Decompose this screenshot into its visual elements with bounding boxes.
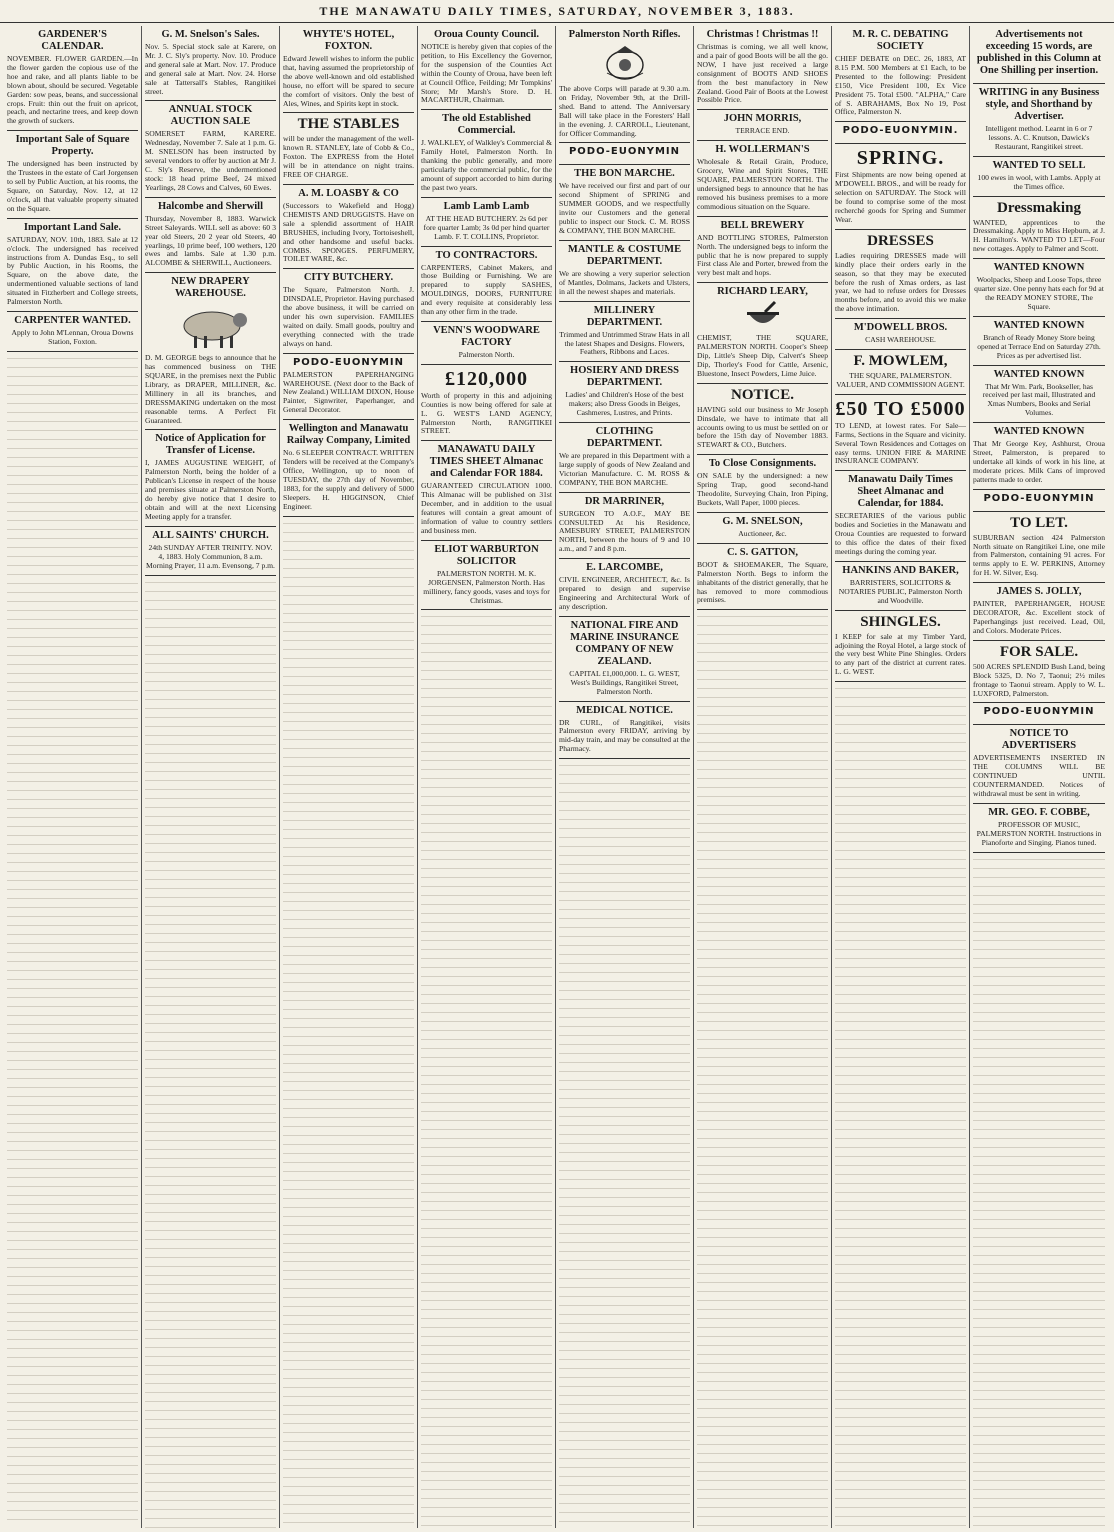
- column-3: [280, 26, 418, 1528]
- ad-body: AND BOTTLING STORES, Palmerston North. The undersigned begs to inform the public that he is now prepared to supply First class Ale and Porter, brewed from the very best malt and hops.: [697, 232, 828, 278]
- ad-body: SOMERSET FARM, KARERE. Wednesday, November 7. Sale at 1 p.m. G. M. SNELSON has been instructed by several vendors to offer by auction at Mr J. C. Sly's Reserve, the undermentioned stock: 18 head prime Beef, 24 mixed Yearlings, 28 Cows and Calves, 60 Ewes.: [145, 129, 276, 192]
- ad-title: CLOTHING DEPARTMENT.: [586, 426, 663, 450]
- advertisement: [973, 725, 1105, 804]
- ad-title: The old Established Commercial.: [442, 113, 531, 137]
- ad-title: Christmas ! Christmas !!: [706, 29, 819, 40]
- advertisement: [973, 512, 1105, 584]
- advertisement: [283, 113, 414, 185]
- ad-title: WANTED TO SELL: [992, 159, 1086, 171]
- ad-title: NOTICE TO ADVERTISERS: [1001, 728, 1077, 752]
- advertisement: [145, 101, 276, 197]
- ad-title: WANTED KNOWN: [993, 368, 1085, 380]
- ad-body: HAVING sold our business to Mr Joseph Dinsdale, we have to intimate that all accounts owing to us must be settled on or before the 15th day of November 1883. STEWART & CO., Butchers.: [697, 404, 828, 450]
- advertisement: [697, 283, 828, 384]
- ad-title: ANNUAL STOCK AUCTION SALE: [168, 104, 253, 128]
- advertisement: [697, 217, 828, 284]
- advertisement: [145, 430, 276, 526]
- column-1: [4, 26, 142, 1528]
- ad-body: Worth of property in this and adjoining Counties is now being offered for sale at L. G. WEST'S LAND AGENCY, Palmerston North, RANGITIKEI STREET.: [421, 390, 552, 436]
- advertisement: [283, 26, 414, 113]
- advertisement: [697, 513, 828, 544]
- ad-title: WANTED KNOWN: [993, 262, 1085, 274]
- ad-title: JOHN MORRIS,: [723, 113, 802, 125]
- ad-title: DRESSES: [867, 232, 934, 249]
- advertisement: [421, 541, 552, 611]
- ad-body: Intelligent method. Learnt in 6 or 7 lessons. A. C. Knutson, Dawick's Restaurant, Rangitikei street.: [985, 124, 1093, 151]
- ad-title: HANKINS AND BAKER,: [842, 564, 959, 576]
- ad-body: GUARANTEED CIRCULATION 1000. This Almanac will be published on 31st December, and in addition to the usual features will contain a great amount of information of value to country settlers and business men.: [421, 481, 552, 535]
- ad-body: AT THE HEAD BUTCHERY. 2s 6d per fore quarter Lamb; 3s 0d per hind quarter Lamb. F. T. COLLINS, Proprietor.: [423, 213, 550, 241]
- ad-body: NOVEMBER. FLOWER GARDEN.—In the flower garden the copious use of the hoe and rake, and all plants liable to be blown about, should be secured. Vegetable Garden: sow peas, beans, and successional crops. Fruit: thin out the fruit on apricot, peach, and nectarine trees, and keep down the growth of suckers.: [7, 54, 138, 126]
- ad-title: E. LARCOMBE,: [586, 562, 663, 574]
- advertisement: [421, 26, 552, 110]
- advertisement: [283, 420, 414, 516]
- advertisement: [559, 423, 690, 493]
- ad-title: Lamb Lamb Lamb: [443, 200, 530, 212]
- advertisement: [697, 384, 828, 456]
- ad-body: The Square, Palmerston North. J. DINSDALE, Proprietor. Having purchased the above business, it will be carried on under his own supervision. FAMILIES waited on daily. Small goods, poultry and everything connected with the trade always on hand.: [283, 285, 414, 348]
- ad-body: Edward Jewell wishes to inform the public that, having assumed the proprietorship of the above well-known and old established house, no effort will be spared to secure the comfort of visitors. Only the best of Ales, Wines, and Spirits kept in stock.: [283, 54, 414, 108]
- ad-body: The undersigned has been instructed by the Trustees in the estate of Carl Jorgensen to sell by Public Auction, at his rooms, the Square, on Saturday, Nov. 12, at 12 o'clock, all that valuable property situated on the Square.: [7, 159, 138, 213]
- ad-title: CITY BUTCHERY.: [303, 272, 394, 284]
- newsprint-texture: [421, 610, 552, 1528]
- ad-title: Important Sale of Square Property.: [15, 134, 130, 158]
- advertisement: [145, 26, 276, 101]
- column-5: [556, 26, 694, 1528]
- ad-title: FOR SALE.: [999, 643, 1079, 660]
- ad-title: RICHARD LEARY,: [717, 286, 808, 298]
- ad-body: WANTED, apprentices to the Dressmaking. Apply to Miss Hepburn, at J. H. Hamilton's. WANTED TO LET—Four new cottages. Apply to Palmer and Scott.: [973, 217, 1105, 254]
- ad-title: CARPENTER WANTED.: [14, 314, 131, 326]
- ad-body: NOTICE is hereby given that copies of the petition, to His Excellency the Governor, for the suspension of the Counties Act within the County of Oroua, have been left at Council Office, Feilding; Mr Tompkins' Store; Mr Marsh's Store. D. H. MACARTHUR, Chairman.: [421, 42, 552, 105]
- ad-title: JAMES S. JOLLY,: [996, 586, 1082, 598]
- ad-body: CHEMIST, THE SQUARE, PALMERSTON NORTH. Cooper's Sheep Dip, Little's Sheep Dip, Calvert's Sheep Dip, Thorley's Food for Cattle, Arsenic, Bluestone, Insect Powders, Lime Juice.: [697, 333, 828, 378]
- ad-body: TERRACE END.: [735, 126, 790, 136]
- ad-title: £120,000: [445, 367, 528, 390]
- ad-title: WANTED KNOWN: [993, 319, 1085, 331]
- ad-title: £50 TO £5000: [835, 397, 966, 420]
- ad-body: We have received our first and part of our second Shipment of SPRING and SUMMER GOODS, and we respectfully invite our Customers and the general public to inspect our Stock. C. M. ROSS & COMPANY, THE BON MARCHE.: [559, 181, 690, 235]
- advertisement: [283, 269, 414, 353]
- ad-title: SHINGLES.: [860, 613, 941, 630]
- advertisement: [7, 219, 138, 312]
- newsprint-texture: [7, 352, 138, 1528]
- ad-title: G. M. Snelson's Sales.: [161, 29, 260, 40]
- advertisement: [145, 273, 276, 430]
- advertisement: [835, 319, 966, 350]
- ad-body: DR CURL, of Rangitikei, visits Palmerston every FRIDAY, arriving by mid-day train, and may be consulted at the Pharmacy.: [559, 717, 690, 754]
- sheep-icon: [166, 302, 256, 352]
- ad-body: THE SQUARE, PALMERSTON. VALUER, AND COMMISSION AGENT.: [836, 371, 965, 389]
- ad-title: Manawatu Daily Times Sheet Almanac and Calendar, for 1884.: [848, 474, 953, 510]
- advertisement: [835, 395, 966, 472]
- ad-body: That Mr Wm. Park, Bookseller, has received per last mail, Illustrated and Xmas Numbers, Books and Serial Volumes.: [982, 381, 1096, 418]
- advertisement: [835, 230, 966, 319]
- ad-body: Christmas is coming, we all well know, and a pair of good Boots will be all the go. NOW, I have just received a large consignment of BOOTS AND SHOES from the best manufactory in New Zealand. Good Pair of Boots at the Lowest Possible Price.: [697, 42, 828, 105]
- ad-body: D. M. GEORGE begs to announce that he has commenced business on THE SQUARE, in the premises next the Public Library, as DRAPER, MILLINER, &c. Millinery in all its branches, and DRESSMAKING undertaken on the most reasonable terms. A Perfect Fit Guaranteed.: [145, 353, 276, 425]
- ad-body: I, JAMES AUGUSTINE WEIGHT, of Palmerston North, being the holder of a Publican's License in respect of the house and premises situate at Palmerston North, do hereby give notice that I desire to obtain and will at the next Licensing Meeting apply for a transfer.: [145, 458, 276, 521]
- ad-title: WANTED KNOWN: [993, 426, 1085, 438]
- ad-body: No. 6 SLEEPER CONTRACT. WRITTEN Tenders will be received at the Company's Office, Wellington, up to noon of TUESDAY, the 27th day of November, 1883, for the supply and delivery of 5000 Sleepers. H. HIGGINSON, Chief Engineer.: [283, 448, 414, 511]
- advertisement: [973, 490, 1105, 512]
- advertisement: [421, 247, 552, 322]
- advertisement: [145, 198, 276, 273]
- ad-title: MR. GEO. F. COBBE,: [988, 806, 1090, 818]
- ad-title: NEW DRAPERY WAREHOUSE.: [171, 276, 250, 300]
- advertisement: [973, 641, 1105, 704]
- advertisement: [559, 617, 690, 702]
- column-4: [418, 26, 556, 1528]
- ad-body: I KEEP for sale at my Timber Yard, adjoining the Royal Hotel, a large stock of the very best White Pine Shingles. Orders to any part of the district at current rates. L. G. WEST.: [835, 631, 966, 677]
- column-8: [970, 26, 1108, 1528]
- advertisement: [973, 157, 1105, 197]
- newsprint-texture: [283, 517, 414, 1528]
- ad-body: We are prepared in this Department with a large supply of goods of New Zealand and Victorian Manufacture. C. M. ROSS & COMPANY, THE BON MARCHE.: [559, 451, 690, 487]
- newsprint-texture: [697, 610, 828, 1528]
- ad-body: SURGEON TO A.O.F., MAY BE CONSULTED At his Residence, AMESBURY STREET, PALMERSTON NORTH, between the hours of 9 and 10 a.m., and 7 and 8 p.m.: [559, 508, 690, 554]
- advertisement: [697, 26, 828, 110]
- advertisement: [973, 259, 1105, 317]
- ad-title: Important Land Sale.: [23, 221, 122, 233]
- advertisement: [559, 559, 690, 617]
- advertisement: [697, 544, 828, 611]
- ad-body: Woolpacks, Sheep and Loose Tops, three quarter size. One penny hats each for 9d at the READY MONEY STORE, The Square.: [974, 275, 1104, 311]
- advertisement: [145, 527, 276, 576]
- advertisement: [421, 365, 552, 442]
- column-6: [694, 26, 832, 1528]
- columns-container: [4, 26, 1110, 1528]
- advertisement: [973, 366, 1105, 424]
- ad-title: A. M. LOASBY & CO: [298, 187, 399, 199]
- ad-title: Dressmaking: [997, 199, 1081, 216]
- ad-title: PODO-EUONYMIN.: [842, 125, 959, 137]
- advertisement: [559, 362, 690, 423]
- advertisement: [835, 611, 966, 683]
- ad-body: BOOT & SHOEMAKER, The Square, Palmerston North. Begs to inform the inhabitants of the district generally, that he has removed to more commodious premises.: [697, 559, 828, 605]
- mortar-pestle-icon: [743, 300, 783, 332]
- ad-title: Wellington and Manawatu Railway Company, Limited: [286, 423, 411, 447]
- ad-title: THE STABLES: [297, 116, 400, 133]
- ad-title: Oroua County Council.: [433, 29, 540, 40]
- ad-title: Halcombe and Sherwill: [157, 200, 263, 212]
- ad-title: ELIOT WARBURTON SOLICITOR: [434, 543, 539, 567]
- ad-title: THE BON MARCHE.: [574, 168, 675, 180]
- ad-title: SPRING.: [856, 147, 945, 170]
- ad-title: BELL BREWERY: [720, 219, 805, 231]
- ad-body: J. WALKLEY, of Walkley's Commercial & Family Hotel, Palmerston North. In thanking the public generally, and more particularly the commercial public, for the amount of support accorded to him during the past two years.: [421, 138, 552, 192]
- advertisement: [973, 26, 1105, 84]
- advertisement: [7, 131, 138, 218]
- ad-title: F. MOWLEM,: [853, 353, 948, 370]
- advertisement: [7, 26, 138, 131]
- ad-title: NATIONAL FIRE AND MARINE INSURANCE COMPANY OF NEW ZEALAND.: [570, 619, 679, 667]
- ad-body: SECRETARIES of the various public bodies and Societies in the Manawatu and Oroua Counties are requested to forward to this office the dates of their fixed meetings during the coming year.: [835, 511, 966, 556]
- advertisement: [559, 143, 690, 165]
- ad-body: That Mr George Key, Ashhurst, Oroua Street, Palmerston, is prepared to undertake all kinds of work in his line, at moderate prices. Milk Cans of improved patterns made to order.: [973, 439, 1105, 484]
- advertisement: [973, 317, 1105, 366]
- ad-title: DR MARRINER,: [584, 495, 665, 507]
- newsprint-texture: [835, 682, 966, 1528]
- ad-body: Wholesale & Retail Grain, Produce, Grocery, Wine and Spirit Stores, THE SQUARE, PALMERSTON NORTH. The undersigned begs to announce that he has removed his business premises to a more commodious situation on the Square.: [697, 157, 828, 211]
- ad-body: ADVERTISEMENTS INSERTED IN THE COLUMNS WILL BE CONTINUED UNTIL COUNTERMANDED. Notices of withdrawal must be sent in writing.: [973, 753, 1105, 799]
- ad-body: Thursday, November 8, 1883. Warwick Street Saleyards. WILL sell as above: 60 3 year old Steers, 20 2 year old Steers, 40 yearlings, 10 prime beef, 100 wethers, 120 ewes and lambs. Sale at 1.30 p.m. ALCOMBE & SHERWILL, Auctioneers.: [145, 213, 276, 268]
- ad-body: We are showing a very superior selection of Mantles, Dolmans, Jackets and Ulsters, in all the newest shapes and materials.: [559, 268, 690, 296]
- ad-title: PODO-EUONYMIN: [983, 492, 1095, 504]
- ad-body: CARPENTERS, Cabinet Makers, and those Building or Furnishing. We are prepared to supply SASHES, MOULDINGS, DOORS, FURNITURE and every requisite at considerably less than any other firm in the trade.: [421, 262, 552, 317]
- column-2: [142, 26, 280, 1528]
- ad-title: TO CONTRACTORS.: [435, 249, 538, 261]
- advertisement: [559, 702, 690, 760]
- ad-title: MILLINERY DEPARTMENT.: [586, 304, 663, 328]
- ad-body: Ladies requiring DRESSES made will kindly place their orders early in the season, so that they may be executed before the rush of Xmas orders, as last year, we had to refuse orders for Dresses months before, and to avoid this we make the above intimation.: [835, 250, 966, 314]
- advertisement: [697, 110, 828, 141]
- ad-title: WRITING in any Business style, and Shorthand by Advertiser.: [978, 87, 1100, 122]
- ad-body: will be under the management of the well-known R. STANLEY, late of Cobb & Co., Foxton. The EXPRESS from the Hotel will be in attendance on night trains. FREE OF CHARGE.: [283, 134, 414, 180]
- ad-title: MANTLE & COSTUME DEPARTMENT.: [567, 243, 682, 267]
- ad-body: SATURDAY, NOV. 10th, 1883. Sale at 12 o'clock. The undersigned has received instructions from A. Dundas Esq., to sell by Public Auction, in his Rooms, the Square, on the above date, the undermentioned valuable sections of land situated in Fitzherbert and College streets, Palmerston North.: [7, 234, 138, 307]
- ad-title: GARDENER'S CALENDAR.: [38, 29, 107, 52]
- advertisement: [973, 703, 1105, 725]
- ad-body: Nov. 5. Special stock sale at Karere, on Mr. J. C. Sly's property. Nov. 10. Produce and general sale at Mart. Nov. 17. Produce and general sale at Mart. Nov. 24. Horse sale at Tattersall's Stables, Rangitikei street.: [145, 42, 276, 96]
- ad-body: 24th SUNDAY AFTER TRINITY. NOV. 4, 1883. Holy Communion, 8 a.m. Morning Prayer, 11 a.m. Evensong, 7 p.m.: [146, 542, 275, 570]
- advertisement: [283, 185, 414, 269]
- ad-body: SUBURBAN section 424 Palmerston North situate on Rangitikei Line, one mile from Palmerston, containing 91 acres. For terms apply to E. W. PERKINS, Attorney for H. W. Silver, Esq.: [973, 532, 1105, 578]
- advertisement: [559, 241, 690, 302]
- ad-body: PAINTER, PAPERHANGER, HOUSE DECORATOR, &c. Excellent stock of Paperhangings just received. Lead, Oil, and Colors. Moderate Prices.: [973, 599, 1105, 635]
- ad-body: PALMERSTON NORTH. M. K. JORGENSEN, Palmerston North. Has millinery, fancy goods, vases and toys for Christmas.: [423, 568, 550, 605]
- ad-title: PODO-EUONYMIN: [983, 706, 1095, 718]
- ad-body: PROFESSOR OF MUSIC, PALMERSTON NORTH. Instructions in Pianoforte and Singing. Pianos tuned.: [976, 819, 1102, 847]
- ad-title: Notice of Application for Transfer of License.: [155, 433, 266, 457]
- ad-body: PALMERSTON PAPERHANGING WAREHOUSE. (Next door to the Back of New Zealand.) WILLIAM DIXON, House Painter, Signwriter, Paperhanger, and General Decorator.: [283, 369, 414, 415]
- advertisement: [559, 26, 690, 143]
- advertisement: [559, 493, 690, 560]
- ad-title: M'DOWELL BROS.: [853, 322, 948, 334]
- ad-title: NOTICE.: [731, 386, 794, 403]
- ad-body: Palmerston North.: [458, 349, 515, 359]
- ad-body: CIVIL ENGINEER, ARCHITECT, &c. Is prepared to design and supervise Engineering and Architectural Work of any description.: [559, 575, 690, 611]
- advertisement: [421, 441, 552, 540]
- newsprint-texture: [973, 853, 1105, 1528]
- ad-body: First Shipments are now being opened at M'DOWELL BROS., and will be ready for selection on SATURDAY. The Stock will be found to comprise some of the most recherché goods for Spring and Summer Wear.: [835, 170, 966, 224]
- advertisement: [973, 84, 1105, 157]
- advertisement: [421, 322, 552, 365]
- ad-body: BARRISTERS, SOLICITORS & NOTARIES PUBLIC, Palmerston North and Woodville.: [838, 577, 963, 605]
- ad-body: Branch of Ready Money Store being opened at Terrace End on Saturday 27th. Prices as per advertised list.: [977, 332, 1101, 360]
- advertisement: [559, 302, 690, 363]
- advertisement: [559, 165, 690, 240]
- royal-crest-icon: [595, 43, 655, 83]
- ad-title: Advertisements not exceeding 15 words, are published in this Column at One Shilling per insertion.: [976, 29, 1102, 76]
- ad-body: 100 ewes in wool, with Lambs. Apply at the Times office.: [977, 172, 1101, 191]
- ad-title: Palmerston North Rifles.: [568, 29, 681, 40]
- advertisement: [283, 354, 414, 421]
- advertisement: [835, 562, 966, 611]
- ad-title: PODO-EUONYMIN: [568, 146, 681, 158]
- advertisement: [835, 144, 966, 229]
- advertisement: [421, 198, 552, 247]
- newsprint-texture: [145, 576, 276, 1528]
- ad-title: MANAWATU DAILY TIMES SHEET Almanac and Calendar FOR 1884.: [429, 444, 544, 480]
- ad-title: TO LET.: [1010, 514, 1068, 531]
- ad-body: CAPITAL £1,000,000. L. G. WEST, West's Buildings, Rangitikei Street, Palmerston North.: [569, 668, 680, 696]
- ad-title: PODO-EUONYMIN: [292, 356, 405, 368]
- advertisement: [835, 26, 966, 122]
- ad-body: Auctioneer, &c.: [738, 528, 787, 538]
- ad-title: MEDICAL NOTICE.: [576, 704, 673, 716]
- advertisement: [835, 471, 966, 562]
- advertisement: [973, 423, 1105, 490]
- ad-title: G. M. SNELSON,: [722, 515, 803, 527]
- advertisement: [7, 312, 138, 352]
- advertisement: [697, 455, 828, 513]
- ad-title: H. WOLLERMAN'S: [715, 144, 810, 156]
- ad-body: Ladies' and Children's Hose of the best makers; also Dress Goods in Beiges, Cashmeres, Lustres, and Prints.: [565, 390, 684, 418]
- ad-title: ALL SAINTS' CHURCH.: [152, 529, 269, 541]
- ad-body: The above Corps will parade at 9.30 a.m. on Friday, November 9th, at the Drill-shed. Band to attend. The Anniversary Ball will take place in the Foresters' Hall in the evening. J. CARROLL, Lieutenant, for Officer Commanding.: [559, 84, 690, 138]
- ad-title: M. R. C. DEBATING SOCIETY: [852, 29, 949, 52]
- ad-title: To Close Consignments.: [708, 458, 817, 470]
- advertisement: [421, 110, 552, 197]
- column-7: [832, 26, 970, 1528]
- ad-body: ON SALE by the undersigned: a new Spring Trap, good second-hand Theodolite, Surveying Chain, Iron Piping, Buckets, Wall Paper, 1000 pieces.: [697, 471, 828, 507]
- advertisement: [835, 122, 966, 144]
- advertisement: [973, 583, 1105, 641]
- advertisement: [697, 141, 828, 216]
- ad-body: 500 ACRES SPLENDID Bush Land, being Block 5325, D. No 7, Taonui; 2½ miles frontage to Taonui stream. Apply to W. L. LUXFORD, Palmerston.: [973, 661, 1105, 698]
- newsprint-texture: [559, 759, 690, 1528]
- ad-body: Trimmed and Untrimmed Straw Hats in all the latest Shapes and Designs. Flowers, Feathers, Ribbons and Laces.: [559, 329, 690, 357]
- ad-title: C. S. GATTON,: [726, 546, 799, 558]
- advertisement: [973, 804, 1105, 853]
- ad-title: WHYTE'S HOTEL, FOXTON.: [302, 29, 395, 52]
- ad-title: HOSIERY AND DRESS DEPARTMENT.: [570, 365, 679, 389]
- ad-body: CASH WAREHOUSE.: [865, 335, 936, 345]
- ad-body: Apply to John M'Lennan, Oroua Downs Station, Foxton.: [11, 327, 134, 346]
- ad-body: TO LEND, at lowest rates. For Sale—Farms, Sections in the Square and vicinity. Several Town Residences and Cottages on easy terms. UNION FIRE & MARINE INSURANCE COMPANY.: [835, 420, 966, 466]
- ad-title: VENN'S WOODWARE FACTORY: [433, 324, 540, 348]
- advertisement: [835, 350, 966, 395]
- advertisement: [973, 197, 1105, 260]
- masthead: THE MANAWATU DAILY TIMES, SATURDAY, NOVEMBER 3, 1883.: [0, 0, 1114, 23]
- ad-body: CHIEF DEBATE on DEC. 26, 1883, AT 8.15 P.M. 500 Members at £1 Each, to be Presented to the following: President £150, Vice President 100, Ex Vice President 75. Total £500. "ALPHA," Care of S. ABRAHAMS, Box No 19, Post Office, Palmerston N.: [835, 54, 966, 117]
- ad-body: (Successors to Wakefield and Hogg) CHEMISTS AND DRUGGISTS. Have on sale a splendid assortment of HAIR BRUSHES, including Ivory, Tortoiseshell, and other handsome and useful backs. COMBS. SPONGES. PERFUMERY, TOILET WARE, &c.: [283, 200, 414, 264]
